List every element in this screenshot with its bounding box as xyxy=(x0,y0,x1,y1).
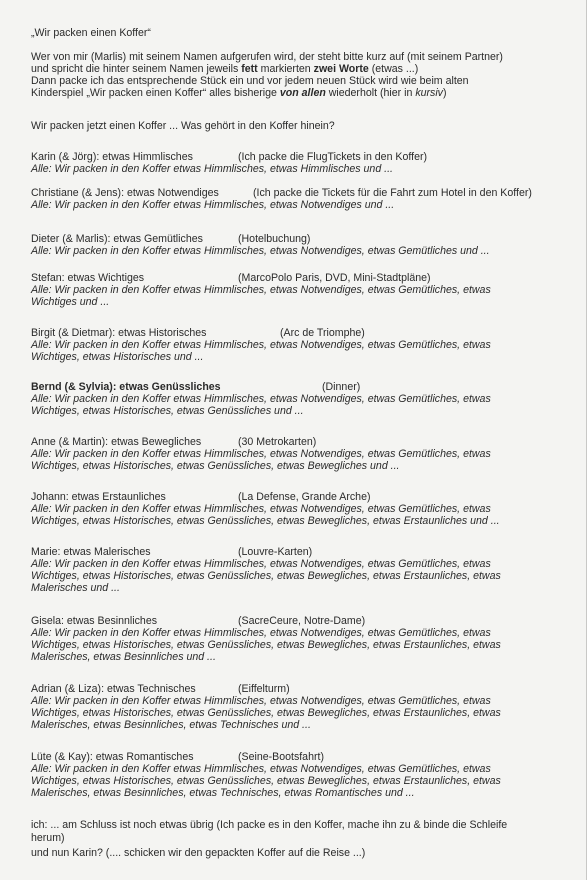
entry-chorus-line: Alle: Wir packen in den Koffer etwas Himmlisches, etwas Notwendiges und ... xyxy=(31,199,395,211)
entry-chorus-line: Wichtiges und ... xyxy=(31,296,110,308)
entry-item: (La Defense, Grande Arche) xyxy=(238,491,371,503)
intro-line-4 xyxy=(31,87,447,99)
entry-name: Dieter (& Marlis): etwas Gemütliches xyxy=(31,233,203,245)
entry-chorus-line: Alle: Wir packen in den Koffer etwas Himmlisches, etwas Himmlisches und ... xyxy=(31,163,393,175)
entry-name: Gisela: etwas Besinnliches xyxy=(31,615,158,627)
entry-item: (30 Metrokarten) xyxy=(238,436,317,448)
entry-item: (Ich packe die FlugTickets in den Koffer) xyxy=(238,151,428,163)
intro-bold-italic: von allen xyxy=(279,87,326,99)
intro-text: Kinderspiel „Wir packen einen Koffer“ alles bisherige xyxy=(31,87,280,99)
entry-chorus-line: Malerisches, etwas Besinnliches und ... xyxy=(31,651,216,663)
entry-chorus-line: Malerisches, etwas Besinnliches, etwas Technisches, etwas Romantisches und ... xyxy=(31,787,415,799)
closing-line-3: und nun Karin? (.... schicken wir den gepackten Koffer auf die Reise ...) xyxy=(31,847,366,859)
entry-name: Birgit (& Dietmar): etwas Historisches xyxy=(31,327,207,339)
entry-item: (Hotelbuchung) xyxy=(238,233,311,245)
entry-chorus-line: Alle: Wir packen in den Koffer etwas Himmlisches, etwas Notwendiges, etwas Gemütliches, etwas xyxy=(31,284,491,296)
closing-line-1: ich: ... am Schluss ist noch etwas übrig (Ich packe es in den Koffer, mache ihn zu & binde die Schleife xyxy=(31,819,508,831)
entry-name: Bernd (& Sylvia): etwas Genüssliches xyxy=(31,381,221,393)
question-line: Wir packen jetzt einen Koffer ... Was gehört in den Koffer hinein? xyxy=(31,120,335,132)
entry-chorus-line: Alle: Wir packen in den Koffer etwas Himmlisches, etwas Notwendiges, etwas Gemütliches, etwas xyxy=(31,339,491,351)
entry-name: Adrian (& Liza): etwas Technisches xyxy=(31,683,196,695)
entry-name: Christiane (& Jens): etwas Notwendiges xyxy=(31,187,219,199)
entry-name: Marie: etwas Malerisches xyxy=(31,546,151,558)
entry-chorus-line: Wichtiges, etwas Historisches, etwas Genüssliches, etwas Bewegliches, etwas Erstaunliches, etwas xyxy=(31,775,501,787)
entry-chorus-line: Alle: Wir packen in den Koffer etwas Himmlisches, etwas Notwendiges, etwas Gemütliches, etwas xyxy=(31,763,491,775)
entry-chorus-line: Alle: Wir packen in den Koffer etwas Himmlisches, etwas Notwendiges, etwas Gemütliches, etwas xyxy=(31,393,491,405)
intro-bold-phrase: zwei Worte xyxy=(313,63,369,75)
entry-chorus-line: Wichtiges, etwas Historisches, etwas Genüssliches und ... xyxy=(31,405,304,417)
closing-line-2: herum) xyxy=(31,832,65,844)
intro-text: markierten xyxy=(257,63,314,75)
entry-item: (Dinner) xyxy=(322,381,361,393)
entry-name: Johann: etwas Erstaunliches xyxy=(31,491,166,503)
entry-chorus-line: Malerisches, etwas Besinnliches, etwas Technisches und ... xyxy=(31,719,311,731)
entry-chorus-line: Alle: Wir packen in den Koffer etwas Himmlisches, etwas Notwendiges, etwas Gemütliches, etwas xyxy=(31,627,491,639)
entry-item: (Arc de Triomphe) xyxy=(280,327,365,339)
entry-item: (Eiffelturm) xyxy=(238,683,290,695)
entry-name: Karin (& Jörg): etwas Himmlisches xyxy=(31,151,193,163)
intro-line-3: Dann packe ich das entsprechende Stück ein und vor jedem neuen Stück wird wie beim alten xyxy=(31,75,469,87)
entry-chorus-line: Wichtiges, etwas Historisches, etwas Genüssliches, etwas Bewegliches, etwas Erstaunliches und ... xyxy=(31,515,500,527)
entry-chorus-line: Alle: Wir packen in den Koffer etwas Himmlisches, etwas Notwendiges, etwas Gemütliches, etwas xyxy=(31,448,491,460)
intro-bold-word: fett xyxy=(241,63,258,75)
intro-text: wiederholt (hier in xyxy=(325,87,416,99)
entry-item: (Louvre-Karten) xyxy=(238,546,313,558)
entry-chorus-line: Wichtiges, etwas Historisches, etwas Genüssliches, etwas Bewegliches, etwas Erstaunliches, etwas xyxy=(31,639,501,651)
entry-item: (Ich packe die Tickets für die Fahrt zum Hotel in den Koffer) xyxy=(253,187,532,199)
intro-line-2 xyxy=(31,63,418,75)
entry-chorus-line: Alle: Wir packen in den Koffer etwas Himmlisches, etwas Notwendiges, etwas Gemütliches, etwas xyxy=(31,695,491,707)
intro-text: und spricht die hinter seinem Namen jeweils xyxy=(31,63,242,75)
entry-item: (SacreCeure, Notre-Dame) xyxy=(238,615,366,627)
entry-chorus-line: Wichtiges, etwas Historisches, etwas Genüssliches, etwas Bewegliches, etwas Erstaunliches, etwas xyxy=(31,570,501,582)
entry-chorus-line: Alle: Wir packen in den Koffer etwas Himmlisches, etwas Notwendiges, etwas Gemütliches, etwas xyxy=(31,558,491,570)
entry-item: (Seine-Bootsfahrt) xyxy=(238,751,324,763)
entry-name: Anne (& Martin): etwas Bewegliches xyxy=(31,436,202,448)
entry-chorus-line: Alle: Wir packen in den Koffer etwas Himmlisches, etwas Notwendiges, etwas Gemütliches und ... xyxy=(31,245,490,257)
entry-item: (MarcoPolo Paris, DVD, Mini-Stadtpläne) xyxy=(238,272,431,284)
intro-line-1: Wer von mir (Marlis) mit seinem Namen aufgerufen wird, der steht bitte kurz auf (mit seinem Partner) xyxy=(31,51,503,63)
intro-text: (etwas ...) xyxy=(368,63,419,75)
intro-text: ) xyxy=(442,87,447,99)
entry-chorus-line: Wichtiges, etwas Historisches, etwas Genüssliches, etwas Bewegliches, etwas Erstaunliches, etwas xyxy=(31,707,501,719)
entry-chorus-line: Wichtiges, etwas Historisches und ... xyxy=(31,351,204,363)
page-title: „Wir packen einen Koffer“ xyxy=(31,27,151,39)
entry-name: Lüte (& Kay): etwas Romantisches xyxy=(31,751,194,763)
entry-chorus-line: Wichtiges, etwas Historisches, etwas Genüssliches, etwas Bewegliches und ... xyxy=(31,460,400,472)
intro-italic: kursiv xyxy=(415,87,443,99)
entry-name: Stefan: etwas Wichtiges xyxy=(31,272,145,284)
entry-chorus-line: Alle: Wir packen in den Koffer etwas Himmlisches, etwas Notwendiges, etwas Gemütliches, etwas xyxy=(31,503,491,515)
entry-chorus-line: Malerisches und ... xyxy=(31,582,120,594)
